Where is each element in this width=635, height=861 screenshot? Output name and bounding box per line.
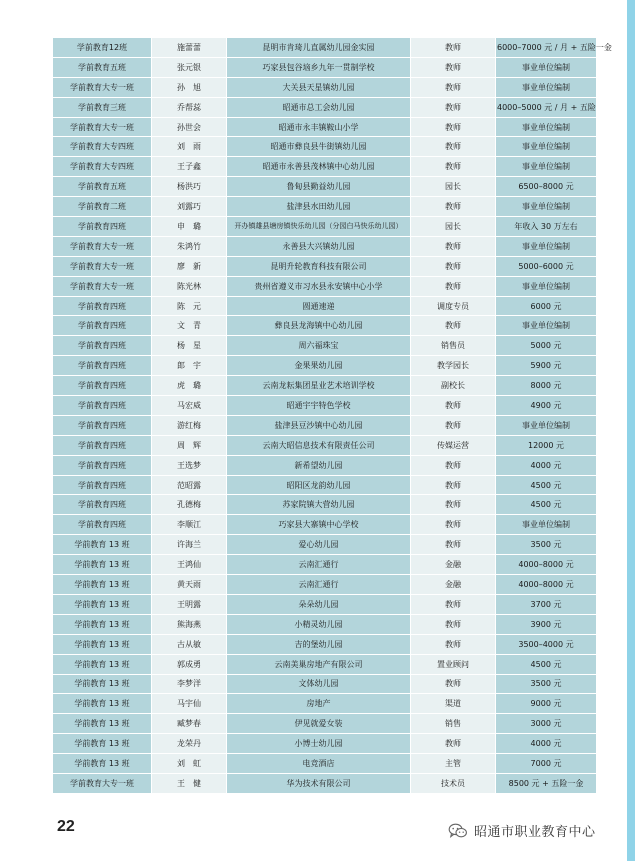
employer-cell: 巧家县大寨镇中心学校 bbox=[227, 515, 411, 535]
salary-cell: 6000–7000 元 / 月 + 五险一金 bbox=[496, 38, 597, 58]
employer-cell: 贵州省遵义市习水县永安镇中心小学 bbox=[227, 276, 411, 296]
student-name-cell: 王 健 bbox=[152, 773, 227, 793]
student-name-cell: 乔帮蕊 bbox=[152, 97, 227, 117]
position-cell: 金融 bbox=[411, 555, 496, 575]
class-cell: 学前教育 13 班 bbox=[53, 754, 152, 774]
student-name-cell: 杨 星 bbox=[152, 336, 227, 356]
class-cell: 学前教育 13 班 bbox=[53, 594, 152, 614]
salary-cell: 5900 元 bbox=[496, 356, 597, 376]
salary-cell: 4000–8000 元 bbox=[496, 575, 597, 595]
salary-cell: 4000–8000 元 bbox=[496, 555, 597, 575]
position-cell: 园长 bbox=[411, 217, 496, 237]
student-name-cell: 熊海燕 bbox=[152, 614, 227, 634]
class-cell: 学前教育四班 bbox=[53, 356, 152, 376]
salary-cell: 9000 元 bbox=[496, 694, 597, 714]
table-row bbox=[53, 38, 597, 58]
employer-cell: 伊见就爱女装 bbox=[227, 714, 411, 734]
class-cell: 学前教育四班 bbox=[53, 396, 152, 416]
employer-cell: 彝良县龙海镇中心幼儿园 bbox=[227, 316, 411, 336]
employer-cell: 巧家县包谷垴乡九年一贯制学校 bbox=[227, 57, 411, 77]
table-row bbox=[53, 57, 597, 77]
position-cell: 教学园长 bbox=[411, 356, 496, 376]
salary-cell: 4000 元 bbox=[496, 455, 597, 475]
position-cell: 教师 bbox=[411, 256, 496, 276]
salary-cell: 3900 元 bbox=[496, 614, 597, 634]
table-row bbox=[53, 495, 597, 515]
class-cell: 学前教育五班 bbox=[53, 177, 152, 197]
position-cell: 销售 bbox=[411, 714, 496, 734]
salary-cell: 4500 元 bbox=[496, 654, 597, 674]
class-cell: 学前教育大专一班 bbox=[53, 276, 152, 296]
class-cell: 学前教育 13 班 bbox=[53, 654, 152, 674]
position-cell: 教师 bbox=[411, 117, 496, 137]
employer-cell: 盐津县豆沙镇中心幼儿园 bbox=[227, 415, 411, 435]
table-row bbox=[53, 296, 597, 316]
student-name-cell: 陈 元 bbox=[152, 296, 227, 316]
class-cell: 学前教育 13 班 bbox=[53, 714, 152, 734]
table-row bbox=[53, 674, 597, 694]
table-row bbox=[53, 396, 597, 416]
position-cell: 教师 bbox=[411, 674, 496, 694]
salary-cell: 4500 元 bbox=[496, 475, 597, 495]
student-name-cell: 刘露巧 bbox=[152, 197, 227, 217]
table-row bbox=[53, 714, 597, 734]
student-name-cell: 王明露 bbox=[152, 594, 227, 614]
class-cell: 学前教育四班 bbox=[53, 455, 152, 475]
employer-cell: 永善县大兴镇幼儿园 bbox=[227, 236, 411, 256]
salary-cell: 事业单位编制 bbox=[496, 117, 597, 137]
class-cell: 学前教育五班 bbox=[53, 57, 152, 77]
student-name-cell: 陈光林 bbox=[152, 276, 227, 296]
employer-cell: 金果果幼儿园 bbox=[227, 356, 411, 376]
class-cell: 学前教育四班 bbox=[53, 495, 152, 515]
student-name-cell: 杨洪巧 bbox=[152, 177, 227, 197]
table-row bbox=[53, 694, 597, 714]
salary-cell: 事业单位编制 bbox=[496, 276, 597, 296]
table-row bbox=[53, 535, 597, 555]
table-row bbox=[53, 256, 597, 276]
table-row bbox=[53, 475, 597, 495]
student-name-cell: 马宇仙 bbox=[152, 694, 227, 714]
class-cell: 学前教育四班 bbox=[53, 475, 152, 495]
position-cell: 金融 bbox=[411, 575, 496, 595]
position-cell: 教师 bbox=[411, 515, 496, 535]
table-row bbox=[53, 773, 597, 793]
salary-cell: 3700 元 bbox=[496, 594, 597, 614]
salary-cell: 事业单位编制 bbox=[496, 197, 597, 217]
salary-cell: 事业单位编制 bbox=[496, 77, 597, 97]
class-cell: 学前教育 13 班 bbox=[53, 634, 152, 654]
salary-cell: 12000 元 bbox=[496, 435, 597, 455]
position-cell: 教师 bbox=[411, 634, 496, 654]
class-cell: 学前教育 13 班 bbox=[53, 575, 152, 595]
student-name-cell: 李顺江 bbox=[152, 515, 227, 535]
employer-cell: 昭通市永善县茂林镇中心幼儿园 bbox=[227, 157, 411, 177]
class-cell: 学前教育12班 bbox=[53, 38, 152, 58]
student-name-cell: 周 辉 bbox=[152, 435, 227, 455]
position-cell: 技术员 bbox=[411, 773, 496, 793]
position-cell: 教师 bbox=[411, 276, 496, 296]
graduate-employment-table bbox=[52, 37, 612, 794]
salary-cell: 6500–8000 元 bbox=[496, 177, 597, 197]
position-cell: 传媒运营 bbox=[411, 435, 496, 455]
employer-cell: 小博士幼儿园 bbox=[227, 734, 411, 754]
salary-cell: 事业单位编制 bbox=[496, 157, 597, 177]
class-cell: 学前教育大专一班 bbox=[53, 117, 152, 137]
position-cell: 教师 bbox=[411, 594, 496, 614]
salary-cell: 3500 元 bbox=[496, 535, 597, 555]
salary-cell: 8000 元 bbox=[496, 376, 597, 396]
position-cell: 教师 bbox=[411, 535, 496, 555]
employer-cell: 云南汇通行 bbox=[227, 555, 411, 575]
student-name-cell: 郎 宇 bbox=[152, 356, 227, 376]
salary-cell: 3500–4000 元 bbox=[496, 634, 597, 654]
position-cell: 主管 bbox=[411, 754, 496, 774]
employer-cell: 电竞酒店 bbox=[227, 754, 411, 774]
class-cell: 学前教育大专四班 bbox=[53, 157, 152, 177]
student-name-cell: 廖 新 bbox=[152, 256, 227, 276]
employer-cell: 盐津县水田幼儿园 bbox=[227, 197, 411, 217]
position-cell: 教师 bbox=[411, 475, 496, 495]
student-name-cell: 施蕾蕾 bbox=[152, 38, 227, 58]
employer-cell: 开办镇雄县塘房镇快乐幼儿园（分园白马快乐幼儿园） bbox=[227, 217, 411, 237]
student-name-cell: 张元银 bbox=[152, 57, 227, 77]
salary-cell: 4900 元 bbox=[496, 396, 597, 416]
position-cell: 教师 bbox=[411, 396, 496, 416]
position-cell: 教师 bbox=[411, 316, 496, 336]
table-row bbox=[53, 276, 597, 296]
student-name-cell: 刘 虹 bbox=[152, 754, 227, 774]
table-row bbox=[53, 137, 597, 157]
position-cell: 教师 bbox=[411, 197, 496, 217]
class-cell: 学前教育四班 bbox=[53, 296, 152, 316]
student-name-cell: 范昭露 bbox=[152, 475, 227, 495]
employer-cell: 昭通市总工会幼儿园 bbox=[227, 97, 411, 117]
employer-cell: 文体幼儿园 bbox=[227, 674, 411, 694]
class-cell: 学前教育四班 bbox=[53, 415, 152, 435]
salary-cell: 事业单位编制 bbox=[496, 415, 597, 435]
position-cell: 教师 bbox=[411, 157, 496, 177]
table-row bbox=[53, 177, 597, 197]
student-name-cell: 李梦洋 bbox=[152, 674, 227, 694]
page-number: 22 bbox=[57, 818, 75, 835]
table-row bbox=[53, 197, 597, 217]
salary-cell: 3500 元 bbox=[496, 674, 597, 694]
student-name-cell: 文 青 bbox=[152, 316, 227, 336]
employer-cell: 苏家院镇大营幼儿园 bbox=[227, 495, 411, 515]
class-cell: 学前教育四班 bbox=[53, 515, 152, 535]
student-name-cell: 古从敏 bbox=[152, 634, 227, 654]
position-cell: 教师 bbox=[411, 57, 496, 77]
student-name-cell: 龙荣丹 bbox=[152, 734, 227, 754]
employer-cell: 昆明升轮教育科技有限公司 bbox=[227, 256, 411, 276]
class-cell: 学前教育 13 班 bbox=[53, 674, 152, 694]
employer-cell: 昆明市肯琦儿直属幼儿园金实园 bbox=[227, 38, 411, 58]
student-name-cell: 孙 旭 bbox=[152, 77, 227, 97]
footer-brand-name: 昭通市职业教育中心 bbox=[474, 825, 596, 840]
class-cell: 学前教育大专一班 bbox=[53, 773, 152, 793]
student-name-cell: 王子鑫 bbox=[152, 157, 227, 177]
class-cell: 学前教育二班 bbox=[53, 197, 152, 217]
student-name-cell: 王鸿仙 bbox=[152, 555, 227, 575]
salary-cell: 3000 元 bbox=[496, 714, 597, 734]
class-cell: 学前教育大专一班 bbox=[53, 256, 152, 276]
employer-cell: 爱心幼儿园 bbox=[227, 535, 411, 555]
salary-cell: 年收入 30 万左右 bbox=[496, 217, 597, 237]
salary-cell: 6000 元 bbox=[496, 296, 597, 316]
table-row bbox=[53, 614, 597, 634]
salary-cell: 8500 元 + 五险一金 bbox=[496, 773, 597, 793]
student-name-cell: 黄天雨 bbox=[152, 575, 227, 595]
student-name-cell: 孔德梅 bbox=[152, 495, 227, 515]
wechat-icon bbox=[448, 823, 468, 839]
table-row bbox=[53, 217, 597, 237]
employer-cell: 房地产 bbox=[227, 694, 411, 714]
student-name-cell: 虎 璐 bbox=[152, 376, 227, 396]
position-cell: 教师 bbox=[411, 97, 496, 117]
employer-cell: 大关县天星镇幼儿园 bbox=[227, 77, 411, 97]
employer-cell: 云南汇通行 bbox=[227, 575, 411, 595]
salary-cell: 4000–5000 元 / 月 + 五险 bbox=[496, 97, 597, 117]
salary-cell: 事业单位编制 bbox=[496, 515, 597, 535]
employer-cell: 云南大昭信息技术有限责任公司 bbox=[227, 435, 411, 455]
salary-cell: 4000 元 bbox=[496, 734, 597, 754]
position-cell: 教师 bbox=[411, 734, 496, 754]
position-cell: 教师 bbox=[411, 137, 496, 157]
table-row bbox=[53, 376, 597, 396]
employer-cell: 云南龙耘集团星业艺术培训学校 bbox=[227, 376, 411, 396]
table-row bbox=[53, 316, 597, 336]
employer-cell: 昭通市永丰镇鞍山小学 bbox=[227, 117, 411, 137]
table-row bbox=[53, 455, 597, 475]
class-cell: 学前教育三班 bbox=[53, 97, 152, 117]
table-row bbox=[53, 515, 597, 535]
table-row bbox=[53, 415, 597, 435]
employer-cell: 吉的堡幼儿园 bbox=[227, 634, 411, 654]
class-cell: 学前教育大专四班 bbox=[53, 137, 152, 157]
table-row bbox=[53, 157, 597, 177]
salary-cell: 5000–6000 元 bbox=[496, 256, 597, 276]
salary-cell: 事业单位编制 bbox=[496, 316, 597, 336]
employer-cell: 周六福珠宝 bbox=[227, 336, 411, 356]
class-cell: 学前教育四班 bbox=[53, 336, 152, 356]
student-name-cell: 王选梦 bbox=[152, 455, 227, 475]
salary-cell: 5000 元 bbox=[496, 336, 597, 356]
class-cell: 学前教育 13 班 bbox=[53, 734, 152, 754]
table-row bbox=[53, 356, 597, 376]
salary-cell: 事业单位编制 bbox=[496, 236, 597, 256]
position-cell: 教师 bbox=[411, 455, 496, 475]
table-row bbox=[53, 654, 597, 674]
class-cell: 学前教育大专一班 bbox=[53, 77, 152, 97]
student-name-cell: 孙世会 bbox=[152, 117, 227, 137]
employer-cell: 小精灵幼儿园 bbox=[227, 614, 411, 634]
table-row bbox=[53, 734, 597, 754]
position-cell: 教师 bbox=[411, 77, 496, 97]
class-cell: 学前教育大专一班 bbox=[53, 236, 152, 256]
employer-cell: 鲁甸县勤益幼儿园 bbox=[227, 177, 411, 197]
employer-cell: 圆通速递 bbox=[227, 296, 411, 316]
table-row bbox=[53, 575, 597, 595]
employer-cell: 昭阳区龙韵幼儿园 bbox=[227, 475, 411, 495]
position-cell: 调度专员 bbox=[411, 296, 496, 316]
position-cell: 副校长 bbox=[411, 376, 496, 396]
employer-cell: 华为技术有限公司 bbox=[227, 773, 411, 793]
student-name-cell: 马宏威 bbox=[152, 396, 227, 416]
table-row bbox=[53, 754, 597, 774]
position-cell: 教师 bbox=[411, 495, 496, 515]
employer-cell: 昭通市彝良县牛街镇幼儿园 bbox=[227, 137, 411, 157]
employer-cell: 昭通宇宇特色学校 bbox=[227, 396, 411, 416]
table-row bbox=[53, 634, 597, 654]
position-cell: 置业顾问 bbox=[411, 654, 496, 674]
salary-cell: 4500 元 bbox=[496, 495, 597, 515]
position-cell: 教师 bbox=[411, 236, 496, 256]
student-name-cell: 郭成勇 bbox=[152, 654, 227, 674]
footer-brand bbox=[448, 821, 596, 840]
student-name-cell: 刘 雨 bbox=[152, 137, 227, 157]
table-row bbox=[53, 594, 597, 614]
employer-cell: 朵朵幼儿园 bbox=[227, 594, 411, 614]
table-row bbox=[53, 236, 597, 256]
class-cell: 学前教育 13 班 bbox=[53, 694, 152, 714]
student-name-cell: 臧梦春 bbox=[152, 714, 227, 734]
position-cell: 销售员 bbox=[411, 336, 496, 356]
student-name-cell: 游红梅 bbox=[152, 415, 227, 435]
class-cell: 学前教育 13 班 bbox=[53, 535, 152, 555]
position-cell: 教师 bbox=[411, 614, 496, 634]
employer-cell: 云南美巢房地产有限公司 bbox=[227, 654, 411, 674]
position-cell: 渠道 bbox=[411, 694, 496, 714]
table-body bbox=[53, 38, 612, 794]
salary-cell: 事业单位编制 bbox=[496, 137, 597, 157]
student-name-cell: 朱鸿竹 bbox=[152, 236, 227, 256]
class-cell: 学前教育四班 bbox=[53, 217, 152, 237]
class-cell: 学前教育四班 bbox=[53, 316, 152, 336]
class-cell: 学前教育四班 bbox=[53, 376, 152, 396]
class-cell: 学前教育 13 班 bbox=[53, 555, 152, 575]
class-cell: 学前教育 13 班 bbox=[53, 614, 152, 634]
student-name-cell: 申 璐 bbox=[152, 217, 227, 237]
student-name-cell: 许海兰 bbox=[152, 535, 227, 555]
table-row bbox=[53, 97, 597, 117]
position-cell: 教师 bbox=[411, 38, 496, 58]
position-cell: 园长 bbox=[411, 177, 496, 197]
table-row bbox=[53, 435, 597, 455]
table-row bbox=[53, 77, 597, 97]
salary-cell: 7000 元 bbox=[496, 754, 597, 774]
table-row bbox=[53, 336, 597, 356]
page-side-bar bbox=[627, 0, 635, 861]
employer-cell: 新希望幼儿园 bbox=[227, 455, 411, 475]
table-row bbox=[53, 555, 597, 575]
position-cell: 教师 bbox=[411, 415, 496, 435]
table-row bbox=[53, 117, 597, 137]
class-cell: 学前教育四班 bbox=[53, 435, 152, 455]
salary-cell: 事业单位编制 bbox=[496, 57, 597, 77]
